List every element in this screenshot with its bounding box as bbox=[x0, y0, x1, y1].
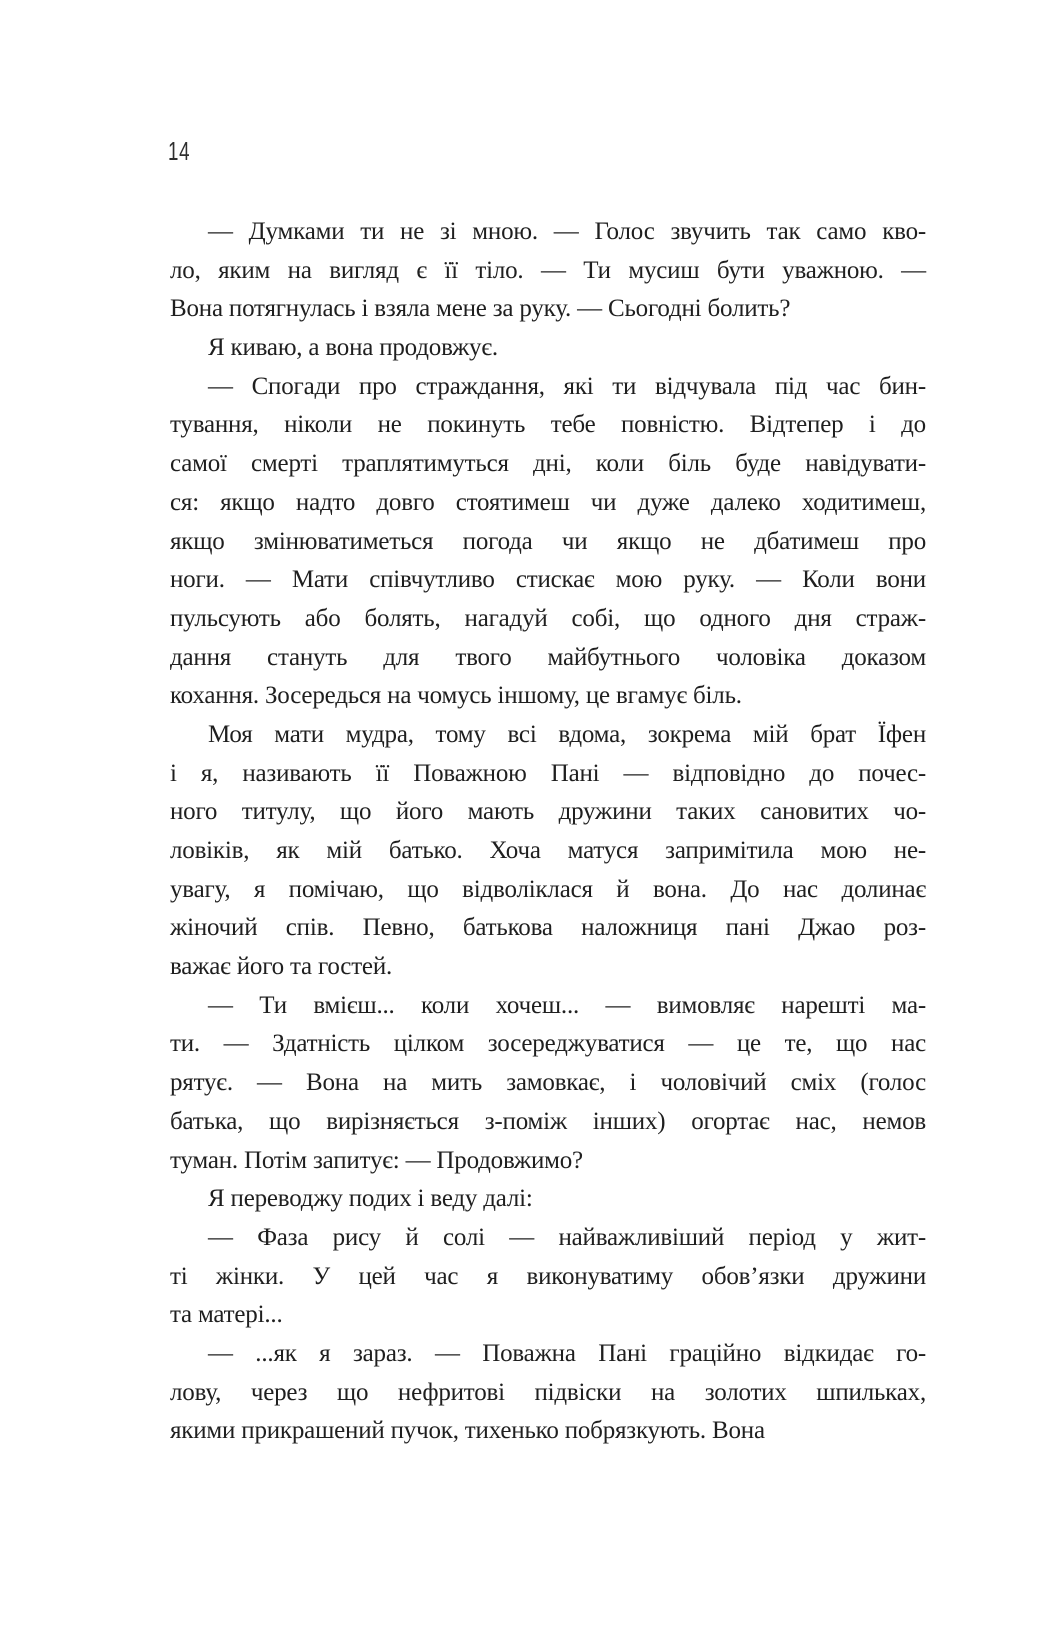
text-line: самої смерті траплятимуться дні, коли біль буде навідувати- bbox=[170, 450, 926, 478]
paragraph bbox=[170, 213, 926, 329]
page-number: 14 bbox=[168, 136, 191, 166]
text-line: і я, називають її Поважною Пані — відповідно до почес- bbox=[170, 759, 926, 787]
text-line: та матері... bbox=[170, 1301, 283, 1329]
text-block bbox=[170, 213, 926, 1451]
text-line: ті жінки. У цей час я виконуватиму обов’язки дружини bbox=[170, 1262, 926, 1290]
text-line: ся: якщо надто довго стоятимеш чи дуже далеко ходитимеш, bbox=[170, 488, 926, 516]
text-line: ти. — Здатність цілком зосереджуватися — це те, що нас bbox=[170, 1030, 926, 1058]
text-line: лову, через що нефритові підвіски на золотих шпильках, bbox=[170, 1378, 926, 1406]
text-line: ного титулу, що його мають дружини таких сановитих чо- bbox=[170, 798, 926, 826]
text-line: тування, ніколи не покинуть тебе повністю. Відтепер і до bbox=[170, 411, 926, 439]
text-line: якими прикрашений пучок, тихенько побрязкують. Вона bbox=[170, 1417, 765, 1445]
text-line: — Ти вмієш... коли хочеш... — вимовляє нарешті ма- bbox=[208, 991, 926, 1019]
text-line: Вона потягнулась і взяла мене за руку. — Сьогодні болить? bbox=[170, 295, 791, 323]
text-line: батька, що вирізняється з-поміж інших) огортає нас, немов bbox=[170, 1107, 926, 1135]
text-line: — ...як я зараз. — Поважна Пані граційно відкидає го- bbox=[208, 1339, 926, 1367]
text-line: — Фаза рису й солі — найважливіший період у жит- bbox=[208, 1223, 926, 1251]
text-line: Моя мати мудра, тому всі вдома, зокрема мій брат Їфен bbox=[208, 720, 926, 748]
text-line: туман. Потім запитує: — Продовжимо? bbox=[170, 1146, 583, 1174]
text-line: — Думками ти не зі мною. — Голос звучить так само кво- bbox=[208, 218, 926, 245]
text-line: увагу, я помічаю, що відволіклася й вона. До нас долинає bbox=[170, 875, 926, 903]
text-line: — Спогади про страждання, які ти відчувала під час бин- bbox=[208, 372, 926, 400]
text-line: якщо змінюватиметься погода чи якщо не дбатимеш про bbox=[170, 527, 926, 555]
paragraph bbox=[170, 1335, 926, 1451]
text-line: важає його та гостей. bbox=[170, 953, 393, 981]
text-line: рятує. — Вона на мить замовкає, і чоловічий сміх (голос bbox=[170, 1069, 926, 1097]
text-line: Я переводжу подих і веду далі: bbox=[208, 1185, 533, 1213]
text-line: дання стануть для твого майбутнього чоловіка доказом bbox=[170, 643, 926, 671]
text-line: ловіків, як мій батько. Хоча матуся запримітила мою не- bbox=[170, 837, 926, 864]
paragraph bbox=[170, 329, 926, 368]
paragraph bbox=[170, 1180, 926, 1219]
text-line: Я киваю, а вона продовжує. bbox=[208, 334, 498, 362]
text-line: пульсують або болять, нагадуй собі, що одного дня страж- bbox=[170, 604, 926, 632]
paragraph bbox=[170, 368, 926, 716]
text-line: ноги. — Мати співчутливо стискає мою руку. — Коли вони bbox=[170, 566, 926, 594]
paragraph bbox=[170, 716, 926, 987]
paragraph bbox=[170, 987, 926, 1180]
text-line: кохання. Зосередься на чомусь іншому, це вгамує біль. bbox=[170, 682, 742, 710]
paragraph bbox=[170, 1219, 926, 1335]
text-line: ло, яким на вигляд є її тіло. — Ти мусиш бути уважною. — bbox=[170, 256, 926, 284]
text-line: жіночий спів. Певно, батькова наложниця пані Джао роз- bbox=[170, 914, 926, 942]
